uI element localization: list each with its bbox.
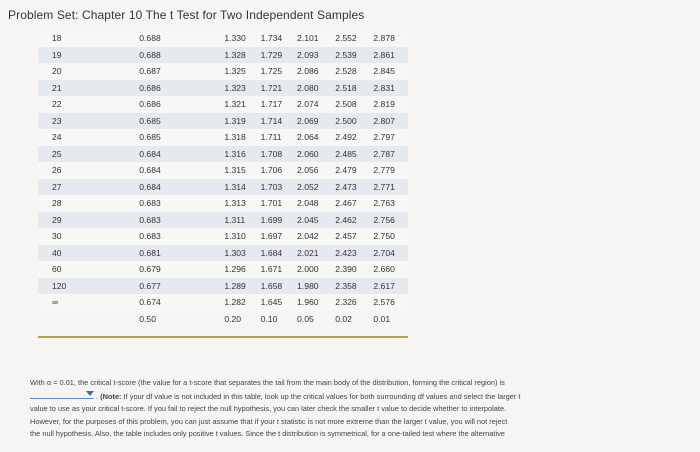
critical-t-dropdown[interactable]: [30, 390, 94, 399]
t-value-cell: 2.861: [373, 49, 395, 60]
t-value-cell: 1.699: [260, 214, 283, 225]
t-value-cell: 0.684: [139, 165, 161, 176]
t-value-cell: 1.658: [260, 280, 283, 291]
t-value-cell: 0.687: [139, 66, 161, 77]
t-value-cell: 2.771: [373, 181, 395, 192]
df-cell: 24: [52, 132, 62, 143]
t-value-cell: 2.819: [373, 99, 395, 110]
t-value-cell: 0.688: [139, 33, 161, 44]
t-value-cell: 0.679: [139, 264, 161, 275]
t-value-cell: 2.508: [335, 99, 357, 110]
question-line: If your df value is not included in this table, look up the critical values for both surrounding df values and select the larger t: [121, 391, 521, 401]
t-value-cell: 0.683: [139, 231, 161, 242]
t-value-cell: 2.704: [373, 247, 395, 258]
page-title: Problem Set: Chapter 10 The t Test for Two Independent Samples: [8, 8, 365, 22]
t-value-cell: 0.681: [139, 247, 161, 258]
t-value-cell: 2.060: [297, 148, 319, 159]
t-value-cell: 2.042: [297, 231, 319, 242]
t-value-cell: 2.080: [297, 82, 319, 93]
table-row: [38, 261, 408, 278]
t-value-cell: 2.528: [335, 66, 357, 77]
t-value-cell: 2.000: [297, 264, 319, 275]
empty-cell: [38, 311, 91, 328]
table-row: [38, 245, 408, 262]
table-row: [38, 30, 408, 47]
t-value-cell: 1.684: [260, 247, 283, 258]
df-cell: 18: [52, 33, 62, 44]
t-value-cell: 1.296: [224, 264, 246, 275]
t-value-cell: 2.423: [335, 247, 357, 258]
t-value-cell: 1.289: [224, 280, 246, 291]
t-value-cell: 2.807: [373, 115, 395, 126]
table-row: [38, 146, 408, 163]
df-cell: 22: [52, 99, 62, 110]
t-value-cell: 0.677: [139, 280, 161, 291]
t-value-cell: 1.315: [224, 165, 246, 176]
t-value-cell: 2.358: [335, 280, 357, 291]
t-value-cell: 1.711: [260, 132, 282, 143]
t-value-cell: 0.688: [139, 49, 161, 60]
t-value-cell: 2.576: [373, 297, 395, 308]
t-value-cell: 1.980: [297, 280, 319, 291]
t-value-cell: 1.701: [260, 198, 283, 209]
t-value-cell: 2.797: [373, 132, 395, 143]
t-value-cell: 2.518: [335, 82, 357, 93]
t-value-cell: 2.390: [335, 264, 357, 275]
table-row: [38, 96, 408, 113]
alpha-cell: 0.05: [297, 313, 314, 324]
t-value-cell: 2.617: [373, 280, 395, 291]
t-value-cell: 2.467: [335, 198, 357, 209]
table-row: [38, 63, 408, 80]
t-value-cell: 2.756: [373, 214, 395, 225]
alpha-cell: 0.10: [260, 313, 278, 324]
alpha-cell: 0.01: [373, 313, 391, 324]
t-value-cell: 2.500: [335, 115, 357, 126]
t-value-cell: 2.326: [335, 297, 357, 308]
table-row: [38, 113, 408, 130]
t-value-cell: 1.697: [260, 231, 283, 242]
t-value-cell: 2.660: [373, 264, 395, 275]
t-value-cell: 1.729: [260, 49, 283, 60]
df-cell: 26: [52, 165, 62, 176]
t-value-cell: 1.321: [224, 99, 246, 110]
t-value-cell: 1.323: [224, 82, 246, 93]
table-row: [38, 212, 408, 229]
table-row: [38, 129, 408, 146]
t-value-cell: 2.845: [373, 66, 395, 77]
alpha-row: [38, 311, 408, 328]
t-value-cell: 1.645: [260, 297, 283, 308]
t-value-cell: 2.552: [335, 33, 357, 44]
t-value-cell: 0.686: [139, 99, 161, 110]
t-value-cell: 1.319: [224, 115, 246, 126]
df-cell: 120: [52, 280, 67, 291]
t-value-cell: 1.721: [260, 82, 283, 93]
t-value-cell: 2.048: [297, 198, 319, 209]
df-cell: 30: [52, 231, 62, 242]
note-label: (Note:: [100, 391, 122, 401]
t-value-cell: 1.671: [260, 264, 283, 275]
t-value-cell: 2.763: [373, 198, 395, 209]
t-value-cell: 0.683: [139, 198, 161, 209]
t-value-cell: 1.318: [224, 132, 246, 143]
question-line: the null hypothesis. Also, the table includes only positive t values. Since the t distribution is symmetrical, for a one-tailed test where the alternative: [30, 429, 505, 438]
t-value-cell: 2.045: [297, 214, 319, 225]
t-value-cell: 2.539: [335, 49, 357, 60]
df-cell: 19: [52, 49, 62, 60]
t-value-cell: 2.093: [297, 49, 319, 60]
t-value-cell: 2.473: [335, 181, 357, 192]
t-value-cell: 1.316: [224, 148, 246, 159]
t-value-cell: 2.069: [297, 115, 319, 126]
t-value-cell: 2.492: [335, 132, 357, 143]
table-row: [38, 80, 408, 97]
df-cell: 60: [52, 264, 62, 275]
t-value-cell: 1.314: [224, 181, 246, 192]
table-row: [38, 294, 408, 311]
t-value-cell: 2.878: [373, 33, 395, 44]
t-value-cell: 2.056: [297, 165, 319, 176]
table-row: [38, 162, 408, 179]
t-value-cell: 2.101: [297, 33, 319, 44]
df-cell: 25: [52, 148, 62, 159]
t-value-cell: 2.485: [335, 148, 357, 159]
t-value-cell: 2.074: [297, 99, 319, 110]
table-row: [38, 195, 408, 212]
df-cell: ∞: [52, 297, 59, 308]
df-cell: 27: [52, 181, 62, 192]
t-value-cell: 1.303: [224, 247, 246, 258]
table-divider: [38, 336, 408, 338]
t-value-cell: 2.052: [297, 181, 319, 192]
t-value-cell: 0.684: [139, 148, 161, 159]
alpha-cell: 0.50: [139, 313, 156, 324]
t-value-cell: 1.708: [260, 148, 283, 159]
df-cell: 28: [52, 198, 62, 209]
t-value-cell: 0.674: [139, 297, 161, 308]
df-cell: 40: [52, 247, 62, 258]
chevron-down-icon: [86, 391, 94, 396]
t-value-cell: 0.685: [139, 115, 161, 126]
t-value-cell: 0.686: [139, 82, 161, 93]
t-value-cell: 2.462: [335, 214, 357, 225]
t-value-cell: 1.734: [260, 33, 283, 44]
question-line: With α = 0.01, the critical t-score (the value for a t-score that separates the tail from the main body of the distribution, forming the critical region) is: [30, 378, 505, 387]
t-value-cell: 1.725: [260, 66, 283, 77]
t-value-cell: 1.703: [260, 181, 283, 192]
t-value-cell: 1.325: [224, 66, 246, 77]
t-distribution-table: [38, 30, 408, 327]
df-cell: 29: [52, 214, 62, 225]
t-value-cell: 2.064: [297, 132, 319, 143]
t-value-cell: 1.310: [224, 231, 246, 242]
t-value-cell: 1.282: [224, 297, 246, 308]
df-cell: 23: [52, 115, 62, 126]
t-value-cell: 0.683: [139, 214, 161, 225]
table-row: [38, 228, 408, 245]
t-value-cell: 2.457: [335, 231, 357, 242]
t-value-cell: 2.787: [373, 148, 395, 159]
t-value-cell: 1.328: [224, 49, 246, 60]
alpha-cell: 0.02: [335, 313, 352, 324]
t-value-cell: 2.479: [335, 165, 357, 176]
t-value-cell: 0.685: [139, 132, 161, 143]
t-value-cell: 2.831: [373, 82, 395, 93]
question-line: value to use as your critical t-score. If you fail to reject the null hypothesis, you can later check the smaller t value to decide whether to interpolate.: [30, 404, 507, 413]
t-value-cell: 2.750: [373, 231, 395, 242]
table-row: [38, 278, 408, 295]
t-value-cell: 1.717: [260, 99, 283, 110]
t-value-cell: 1.706: [260, 165, 283, 176]
t-value-cell: 2.021: [297, 247, 319, 258]
table-row: [38, 47, 408, 64]
t-value-cell: 1.313: [224, 198, 246, 209]
df-cell: 20: [52, 66, 62, 77]
t-value-cell: 1.714: [260, 115, 283, 126]
t-value-cell: 1.960: [297, 297, 319, 308]
df-cell: 21: [52, 82, 62, 93]
question-line: However, for the purposes of this problem, you can just assume that if your t statistic is not more extreme than the larger t value, you will not reject: [30, 416, 508, 426]
t-value-cell: 1.330: [224, 33, 246, 44]
question-text: With α = 0.01, the critical t-score (the value for a t-score that separates the tail from the main body of the distribution, forming the critical region) is . (Note: If your df value is not included in this table, look up the critical values for both surrounding df values and select the larger t value to use as your critical t-score. If you fail to reject the null hypothesis, you can later check the smaller t value to decide whether to interpolate. However, for the purposes of this problem, you can just assume that if your t statistic is not more extreme than the larger t value, you will not reject the null hypothesis. Also, the table includes only positive t values. Since the t distribution is symmetrical, for a one-tailed test where the alternative: [30, 377, 670, 441]
t-value-cell: 2.086: [297, 66, 319, 77]
table-row: [38, 179, 408, 196]
alpha-cell: 0.20: [224, 313, 242, 324]
t-value-cell: 2.779: [373, 165, 395, 176]
t-value-cell: 1.311: [224, 214, 246, 225]
t-distribution-table-container: [38, 30, 408, 327]
t-value-cell: 0.684: [139, 181, 161, 192]
